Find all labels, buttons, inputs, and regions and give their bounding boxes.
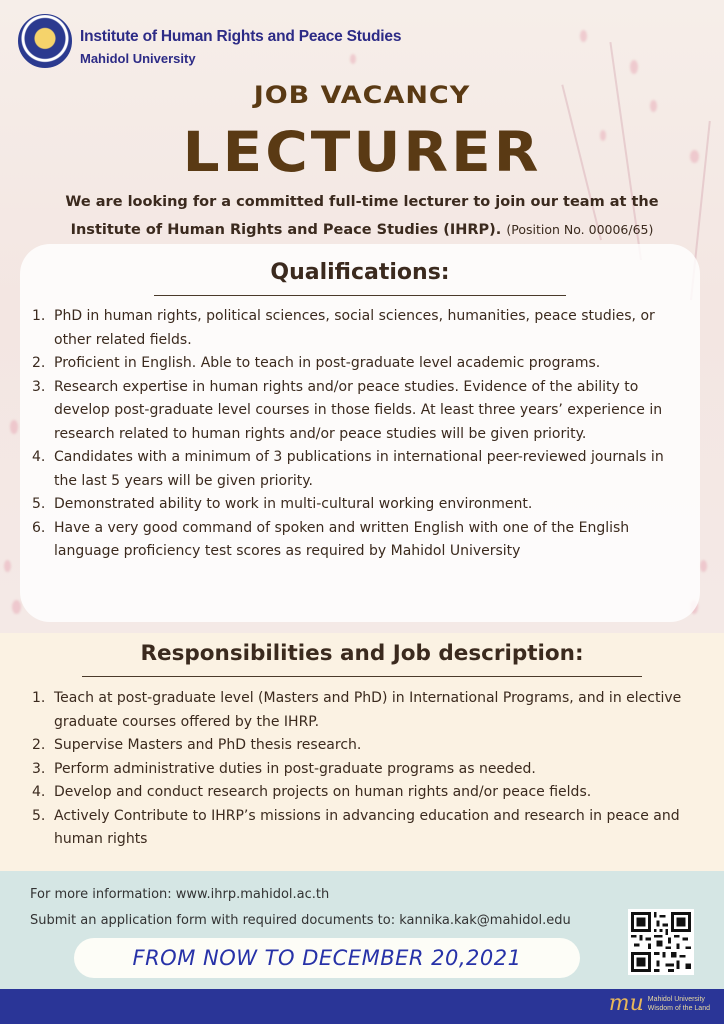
mahidol-footer-logo [609,993,710,1015]
footer-tagline: Wisdom of the Land [647,1005,710,1012]
position-title: LECTURER [182,119,542,185]
contact-panel [0,871,724,989]
qualifications-list [32,305,682,564]
list-item: 3. Perform administrative duties in post-graduate programs as needed. [32,760,536,777]
institute-header [18,14,401,68]
list-item: 5. Actively Contribute to IHRP’s missions in advancing education and research in peace and human rights [32,807,680,847]
responsibilities-divider [82,676,642,677]
footer-university-name: Mahidol University [647,996,705,1003]
list-item: 1. PhD in human rights, political sciences, social sciences, humanities, peace studies, or other related fields. [32,308,655,348]
list-item: 4. Develop and conduct research projects on human rights and/or peace fields. [32,784,592,800]
mu-logo-icon: mu [608,991,644,1016]
deadline-banner: FROM NOW TO DECEMBER 20,2021 [74,938,580,978]
more-info-text: For more information: www.ihrp.mahidol.ac.th [30,887,330,902]
intro-line-1: We are looking for a committed full-time lecturer to join our team at the [65,194,659,210]
institute-name: Institute of Human Rights and Peace Studies [80,28,402,45]
list-item: 3. Research expertise in human rights and/or peace studies. Evidence of the ability to develop post-graduate level courses in those fields. At least three years’ experience in research related to human rights and/or peace studies will be given priority. [32,378,663,442]
mahidol-seal-icon [18,14,72,68]
position-number: (Position No. 00006/65) [506,222,654,237]
list-item: 2. Supervise Masters and PhD thesis research. [32,737,362,753]
list-item: 2. Proficient in English. Able to teach in post-graduate level academic programs. [32,355,601,371]
university-name: Mahidol University [80,51,196,66]
footer-bar [0,989,724,1024]
list-item: 6. Have a very good command of spoken and written English with one of the English language proficiency test scores as required by Mahidol University [32,519,630,559]
list-item: 5. Demonstrated ability to work in multi-cultural working environment. [32,496,533,512]
list-item: 1. Teach at post-graduate level (Masters and PhD) in International Programs, and in elective graduate courses offered by the IHRP. [32,690,682,730]
intro-text [30,188,694,244]
list-item: 4. Candidates with a minimum of 3 publications in international peer-reviewed journals in the last 5 years will be given priority. [32,449,664,489]
qualifications-card [20,244,700,622]
responsibilities-list [32,687,706,852]
intro-line-2: Institute of Human Rights and Peace Studies (IHRP). (Position No. 00006/65) [70,222,654,238]
responsibilities-title: Responsibilities and Job description: [140,641,584,666]
job-vacancy-heading: JOB VACANCY [253,81,471,110]
submit-instructions: Submit an application form with required documents to: kannika.kak@mahidol.edu [30,913,571,928]
qr-code-icon[interactable] [628,909,694,975]
qualifications-title: Qualifications: [270,260,450,285]
responsibilities-panel [0,633,724,871]
qualifications-divider [154,295,566,296]
